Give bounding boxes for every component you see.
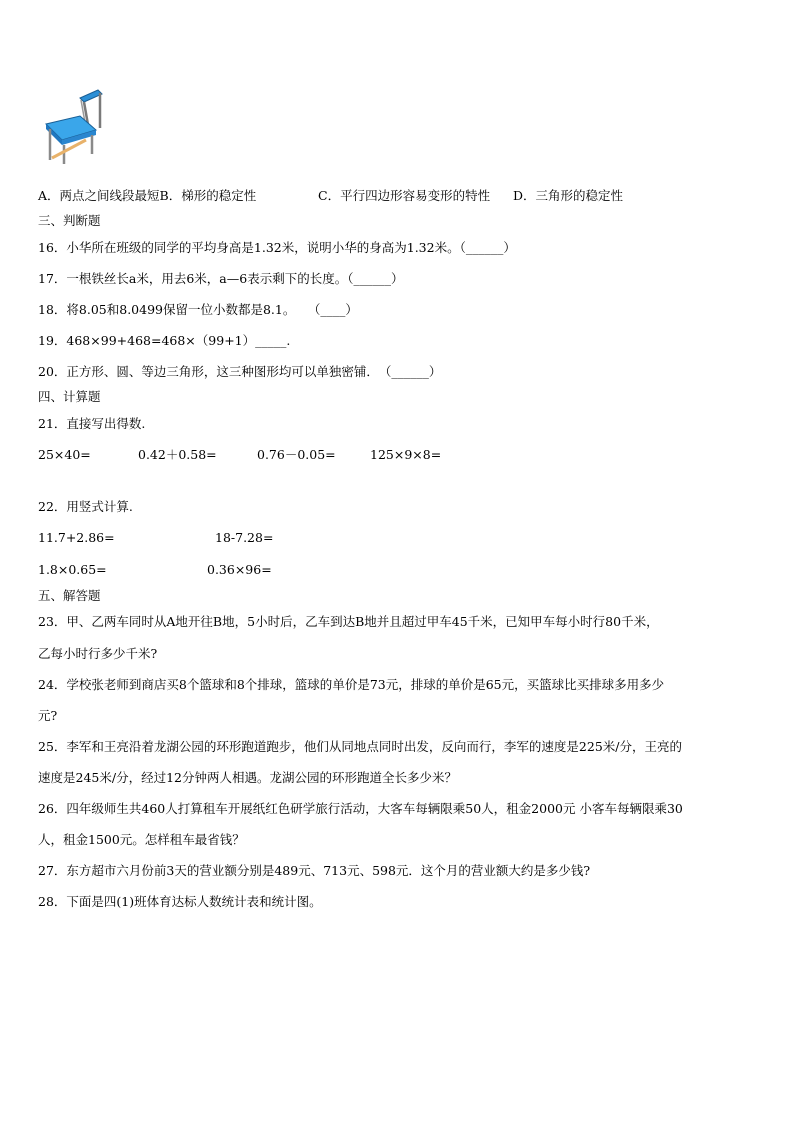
question-23-cont: 乙每小时行多少千米? <box>38 646 158 661</box>
calc-item: 25×40= <box>38 447 91 462</box>
question-25: 25．李军和王亮沿着龙湖公园的环形跑道跑步，他们从同地点同时出发，反向而行，李军的速度是225米/分，王亮的 <box>38 739 682 754</box>
question-16: 16．小华所在班级的同学的平均身高是1.32米，说明小华的身高为1.32米。（______） <box>38 240 516 255</box>
question-18: 18．将8.05和8.0499保留一位小数都是8.1。 （____） <box>38 302 358 317</box>
option-b: B．梯形的稳定性 <box>159 188 257 203</box>
calc-item: 0.76－0.05= <box>257 447 336 462</box>
calc-item: 0.42＋0.58= <box>138 447 217 462</box>
option-d: D．三角形的稳定性 <box>513 188 624 203</box>
calc-item: 125×9×8= <box>370 447 442 462</box>
question-19: 19．468×99+468=468×（99+1）_____. <box>38 333 291 348</box>
question-24-cont: 元? <box>38 708 58 723</box>
question-25-cont: 速度是245米/分，经过12分钟两人相遇。龙湖公园的环形跑道全长多少米？ <box>38 770 457 785</box>
question-20: 20．正方形、圆、等边三角形，这三种图形均可以单独密铺． （______） <box>38 364 442 379</box>
section-3-title: 三、判断题 <box>38 213 101 228</box>
question-26-cont: 人，租金1500元。怎样租车最省钱？ <box>38 832 245 847</box>
question-24: 24．学校张老师到商店买8个篮球和8个排球，篮球的单价是73元，排球的单价是65元，买篮球比买排球多用多少 <box>38 677 665 692</box>
question-15-options <box>38 188 256 204</box>
question-21: 21．直接写出得数. <box>38 416 146 431</box>
vertical-calc-item: 18-7.28= <box>215 530 274 545</box>
question-26: 26．四年级师生共460人打算租车开展纸红色研学旅行活动，大客车每辆限乘50人，租金2000元 小客车每辆限乘30 <box>38 801 683 816</box>
question-28: 28．下面是四(1)班体育达标人数统计表和统计图。 <box>38 894 322 909</box>
question-27: 27．东方超市六月份前3天的营业额分别是489元、713元、598元．这个月的营业额大约是多少钱? <box>38 863 591 878</box>
vertical-calc-item: 11.7+2.86= <box>38 530 115 545</box>
vertical-calc-item: 1.8×0.65= <box>38 562 107 577</box>
section-4-title: 四、计算题 <box>38 389 101 404</box>
option-a: A．两点之间线段最短 <box>38 188 160 203</box>
chair-illustration <box>40 88 108 164</box>
section-5-title: 五、解答题 <box>38 588 101 603</box>
vertical-calc-item: 0.36×96= <box>207 562 272 577</box>
question-23: 23．甲、乙两车同时从A地开往B地，5小时后，乙车到达B地并且超过甲车45千米，已知甲车每小时行80千米， <box>38 614 659 629</box>
option-c: C．平行四边形容易变形的特性 <box>318 188 491 203</box>
question-17: 17．一根铁丝长a米，用去6米，a—6表示剩下的长度。（______） <box>38 271 404 286</box>
question-22: 22．用竖式计算. <box>38 499 133 514</box>
